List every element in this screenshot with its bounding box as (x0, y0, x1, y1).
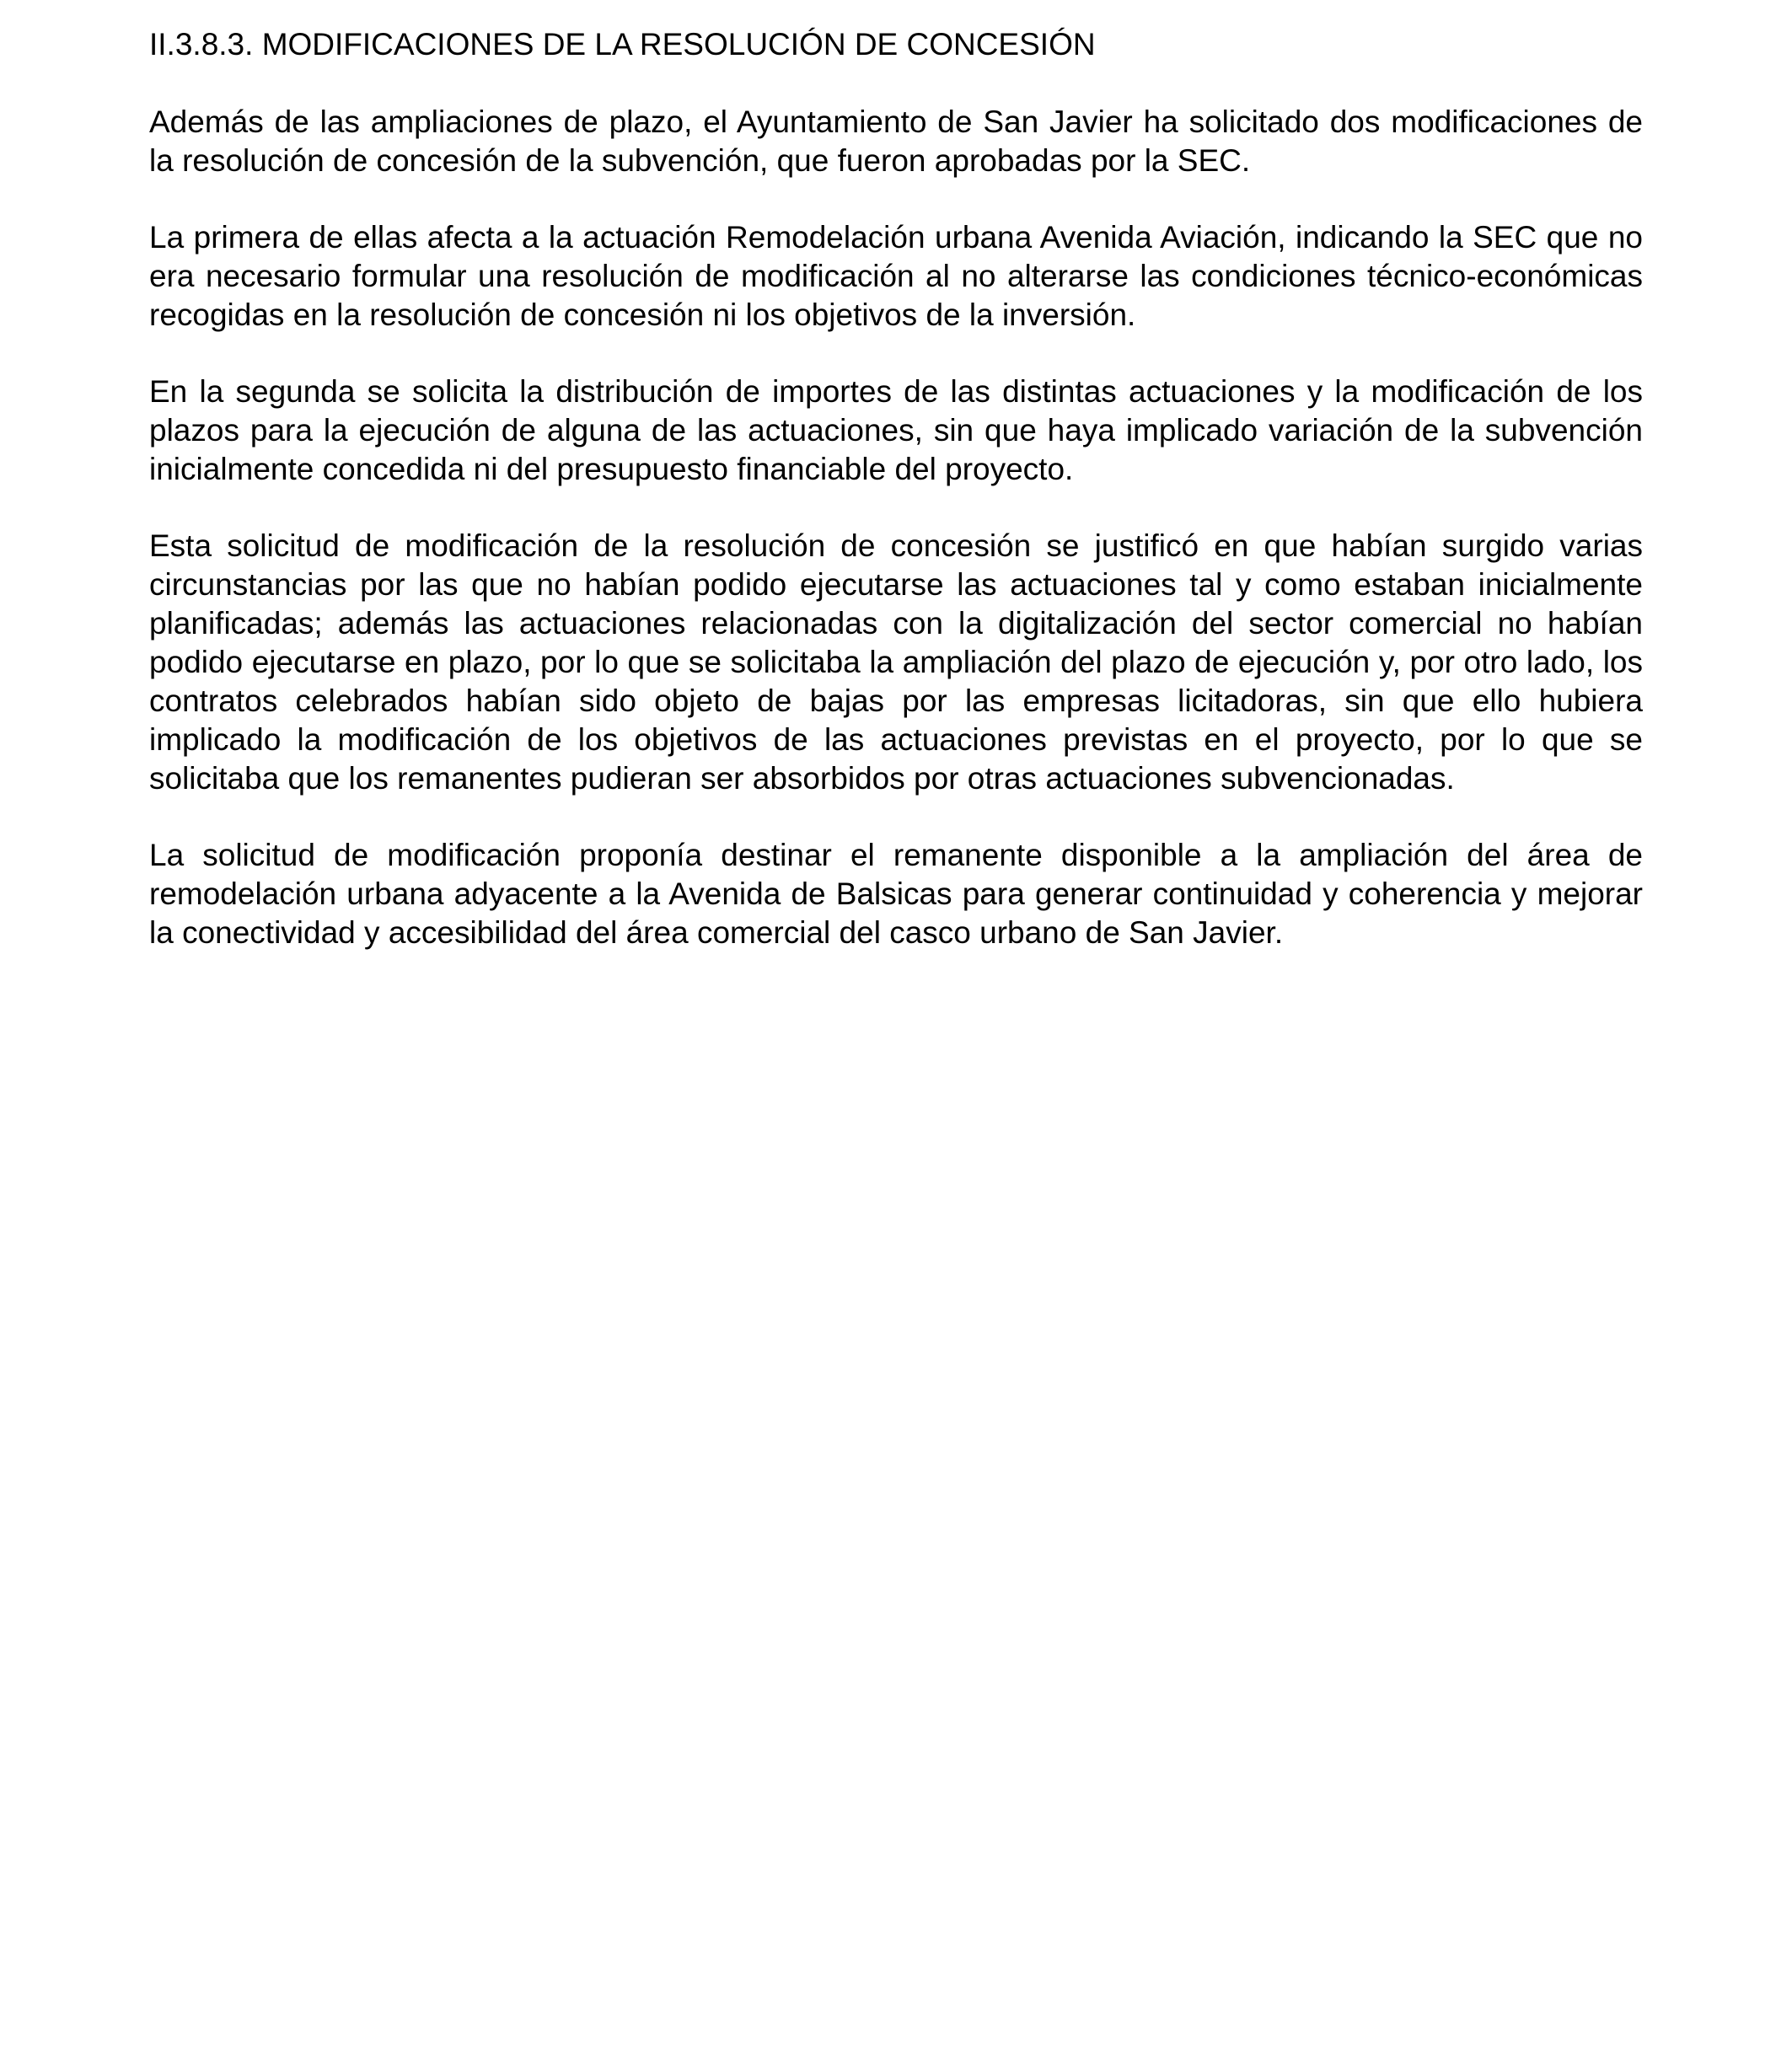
paragraph-3: En la segunda se solicita la distribución de importes de las distintas actuaciones y la modificación de los plazos para la ejecución de alguna de las actuaciones, sin que haya implicado variación de la subvención inicialmente concedida ni del presupuesto financiable del proyecto. (149, 374, 1643, 486)
paragraph-2: La primera de ellas afecta a la actuación Remodelación urbana Avenida Aviación, indicando la SEC que no era necesario formular una resolución de modificación al no alterarse las condiciones técnico-económicas recogidas en la resolución de concesión ni los objetivos de la inversión. (149, 220, 1643, 332)
paragraph-5: La solicitud de modificación proponía destinar el remanente disponible a la ampliación del área de remodelación urbana adyacente a la Avenida de Balsicas para generar continuidad y coherencia y mejorar la conectividad y accesibilidad del área comercial del casco urbano de San Javier. (149, 838, 1643, 950)
section-heading: II.3.8.3. MODIFICACIONES DE LA RESOLUCIÓN DE CONCESIÓN (149, 27, 1096, 62)
paragraph-1: Además de las ampliaciones de plazo, el Ayuntamiento de San Javier ha solicitado dos modificaciones de la resolución de concesión de la subvención, que fueron aprobadas por la SEC. (149, 105, 1643, 178)
document-page (149, 25, 1643, 990)
paragraph-4: Esta solicitud de modificación de la resolución de concesión se justificó en que habían surgido varias circunstancias por las que no habían podido ejecutarse las actuaciones tal y como estaban inicialmente planificadas; además las actuaciones relacionadas con la digitalización del sector comercial no habían podido ejecutarse en plazo, por lo que se solicitaba la ampliación del plazo de ejecución y, por otro lado, los contratos celebrados habían sido objeto de bajas por las empresas licitadoras, sin que ello hubiera implicado la modificación de los objetivos de las actuaciones previstas en el proyecto, por lo que se solicitaba que los remanentes pudieran ser absorbidos por otras actuaciones subvencionadas. (149, 528, 1643, 796)
